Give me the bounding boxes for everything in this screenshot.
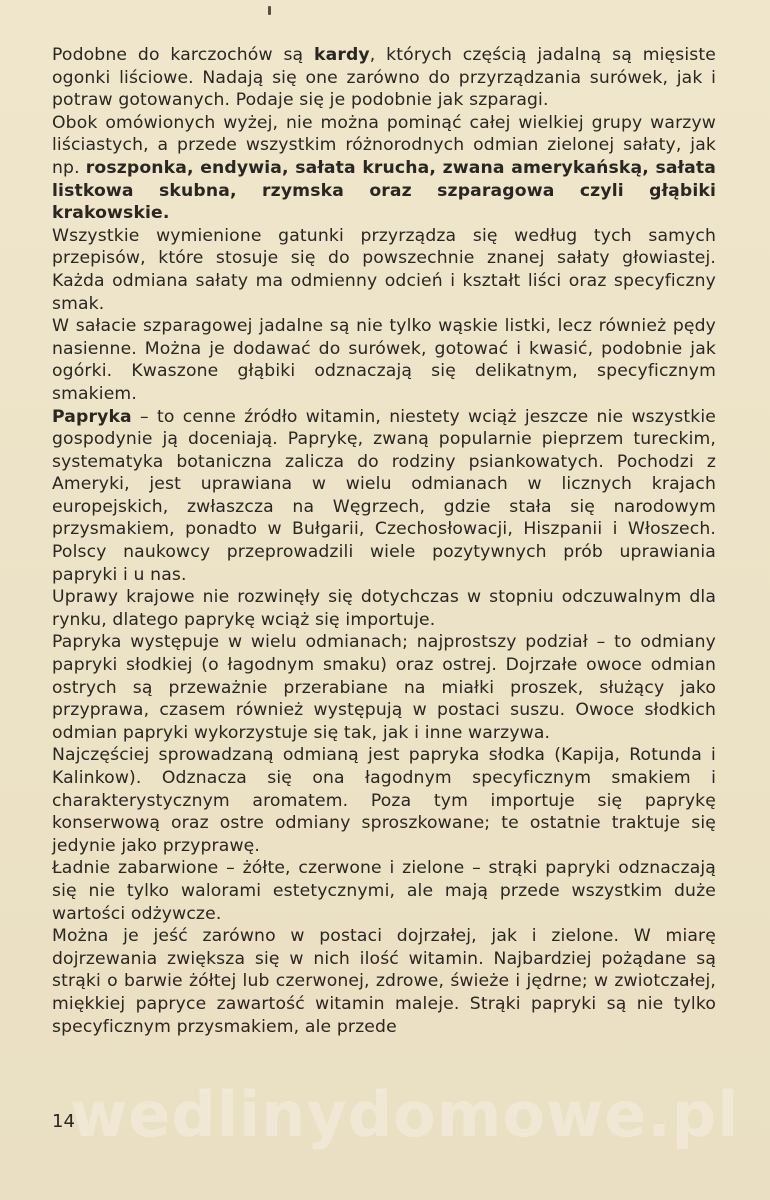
text-run: Najczęściej sprowadzaną odmianą jest papryka słodka (Kapija, Rotunda i Kalinkow). Odznacza się ona łagodnym specyficznym smakiem i charakterystycznym aromatem. Poza tym importuje się paprykę konserwową oraz ostre odmiany sproszkowane; te ostatnie traktuje się jedynie jako przyprawę.	[52, 745, 716, 856]
bold-term: Papryka	[52, 406, 132, 427]
text-run: Wszystkie wymienione gatunki przyrządza się według tych samych przepisów, które stosuje się do powszechnie znanej sałaty głowiastej. Każda odmiana sałaty ma odmienny odcień i kształt liści oraz specyficzny smak.	[52, 225, 716, 314]
bold-term: kardy	[314, 45, 370, 65]
paragraph	[52, 631, 716, 744]
text-run: , których częścią jadalną są mięsiste ogonki liściowe. Nadają się one zarówno do przyrządzania surówek, jak i potraw gotowanych. Podaje się je podobnie jak szparagi.	[52, 45, 716, 111]
text-run: Podobne do karczochów są	[52, 45, 315, 65]
paragraph	[52, 586, 716, 631]
page-number: 14	[52, 1111, 75, 1132]
paragraph	[52, 44, 716, 112]
text-run: Ładnie zabarwione – żółte, czerwone i zielone – strąki papryki odznaczają się nie tylko walorami estetycznymi, ale mają przede wszystkim duże wartości odżywcze.	[52, 858, 716, 924]
paragraph	[52, 744, 716, 857]
bold-term: roszponka, endywia, sałata krucha, zwana amerykańską, sałata listkowa skubna, rzymska oraz szparagowa czyli głąbiki krakowskie.	[52, 157, 716, 224]
print-mark	[268, 6, 271, 15]
paragraph	[52, 925, 716, 1038]
text-run: Uprawy krajowe nie rozwinęły się dotychczas w stopniu odczuwalnym dla rynku, dlatego paprykę wciąż się importuje.	[52, 587, 716, 630]
watermark: wedlinydomowe.pl	[70, 1078, 740, 1151]
paragraph	[52, 857, 716, 925]
paragraph	[52, 112, 716, 225]
paragraph	[52, 406, 716, 587]
text-run: – to cenne źródło witamin, niestety wciąż jeszcze nie wszystkie gospodynie ją doceniają. Paprykę, zwaną popularnie pieprzem tureckim, systematyka botaniczna zalicza do rodziny psiankowatych. Pochodzi z Ameryki, jest uprawiana w wielu odmianach w licznych krajach europejskich, zwłaszcza na Węgrzech, gdzie stała się narodowym przysmakiem, ponadto w Bułgarii, Czechosłowacji, Hiszpanii i Włoszech. Polscy naukowcy przeprowadzili wiele pozytywnych prób uprawiania papryki i u nas.	[52, 406, 716, 585]
text-run: Papryka występuje w wielu odmianach; najprostszy podział – to odmiany papryki słodkiej (o łagodnym smaku) oraz ostrej. Dojrzałe owoce odmian ostrych są przeważnie przerabiane na miałki proszek, służący jako przyprawa, czasem również występują w postaci suszu. Owoce słodkich odmian papryki wykorzystuje się tak, jak i inne warzywa.	[52, 632, 716, 743]
text-run: Obok omówionych wyżej, nie można pominąć całej wielkiej grupy warzyw liściastych, a przede wszystkim różnorodnych odmian zielonej sałaty, jak np.	[52, 112, 716, 178]
paragraph	[52, 225, 716, 315]
text-run: W sałacie szparagowej jadalne są nie tylko wąskie listki, lecz również pędy nasienne. Można je dodawać do surówek, gotować i kwasić, podobnie jak ogórki. Kwaszone głąbiki odznaczają się delikatnym, specyficznym smakiem.	[52, 316, 716, 404]
text-run: Można je jeść zarówno w postaci dojrzałej, jak i zielone. W miarę dojrzewania zwiększa się w nich ilość witamin. Najbardziej pożądane są strąki o barwie żółtej lub czerwonej, zdrowe, świeże i jędrne; w zwiotczałej, miękkiej papryce zawartość witamin maleje. Strąki papryki są nie tylko specyficznym przysmakiem, ale przede	[52, 926, 716, 1037]
page-text	[52, 44, 716, 1038]
paragraph	[52, 315, 716, 405]
